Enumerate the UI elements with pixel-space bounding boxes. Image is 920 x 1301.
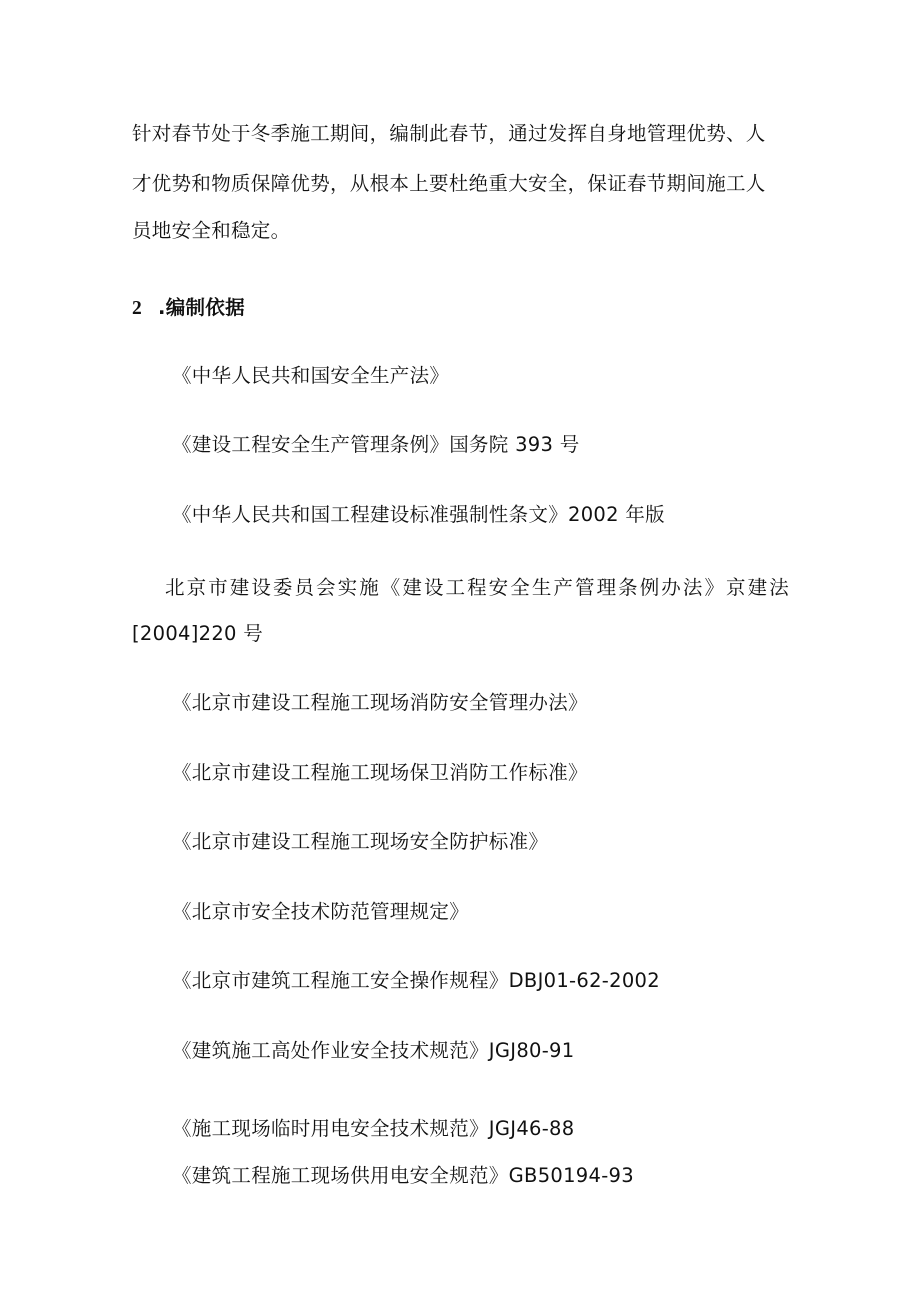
reference-item: 《北京市建设工程施工现场安全防护标准》 [172,830,549,853]
section-title: .编制依据 [158,296,245,319]
reference-item: 《中华人民共和国安全生产法》 [172,364,450,387]
section-number: 2 [132,298,143,319]
reference-item: 《北京市建设工程施工现场消防安全管理办法》 [172,691,588,714]
reference-item: 北京市建设委员会实施《建设工程安全生产管理条例办法》京建法 [165,576,789,599]
reference-item: 《北京市建设工程施工现场保卫消防工作标准》 [172,761,588,784]
reference-item: 《施工现场临时用电安全技术规范》JGJ46-88 [172,1117,575,1140]
section-heading [132,296,245,321]
reference-item: 《建筑工程施工现场供用电安全规范》GB50194-93 [172,1164,634,1187]
reference-item: 《中华人民共和国工程建设标准强制性条文》2002 年版 [172,503,665,526]
reference-item-continuation: [2004]220 号 [132,622,264,645]
reference-item: 《北京市建筑工程施工安全操作规程》DBJ01-62-2002 [172,969,660,992]
intro-line-1: 针对春节处于冬季施工期间，编制此春节，通过发挥自身地管理优势、人 [132,122,766,145]
reference-item: 《建筑施工高处作业安全技术规范》JGJ80-91 [172,1039,575,1062]
intro-line-2: 才优势和物质保障优势，从根本上要杜绝重大安全，保证春节期间施工人 [132,172,766,195]
reference-item: 《建设工程安全生产管理条例》国务院 393 号 [172,433,580,456]
reference-item: 《北京市安全技术防范管理规定》 [172,900,470,923]
intro-line-3: 员地安全和稳定。 [132,219,291,242]
